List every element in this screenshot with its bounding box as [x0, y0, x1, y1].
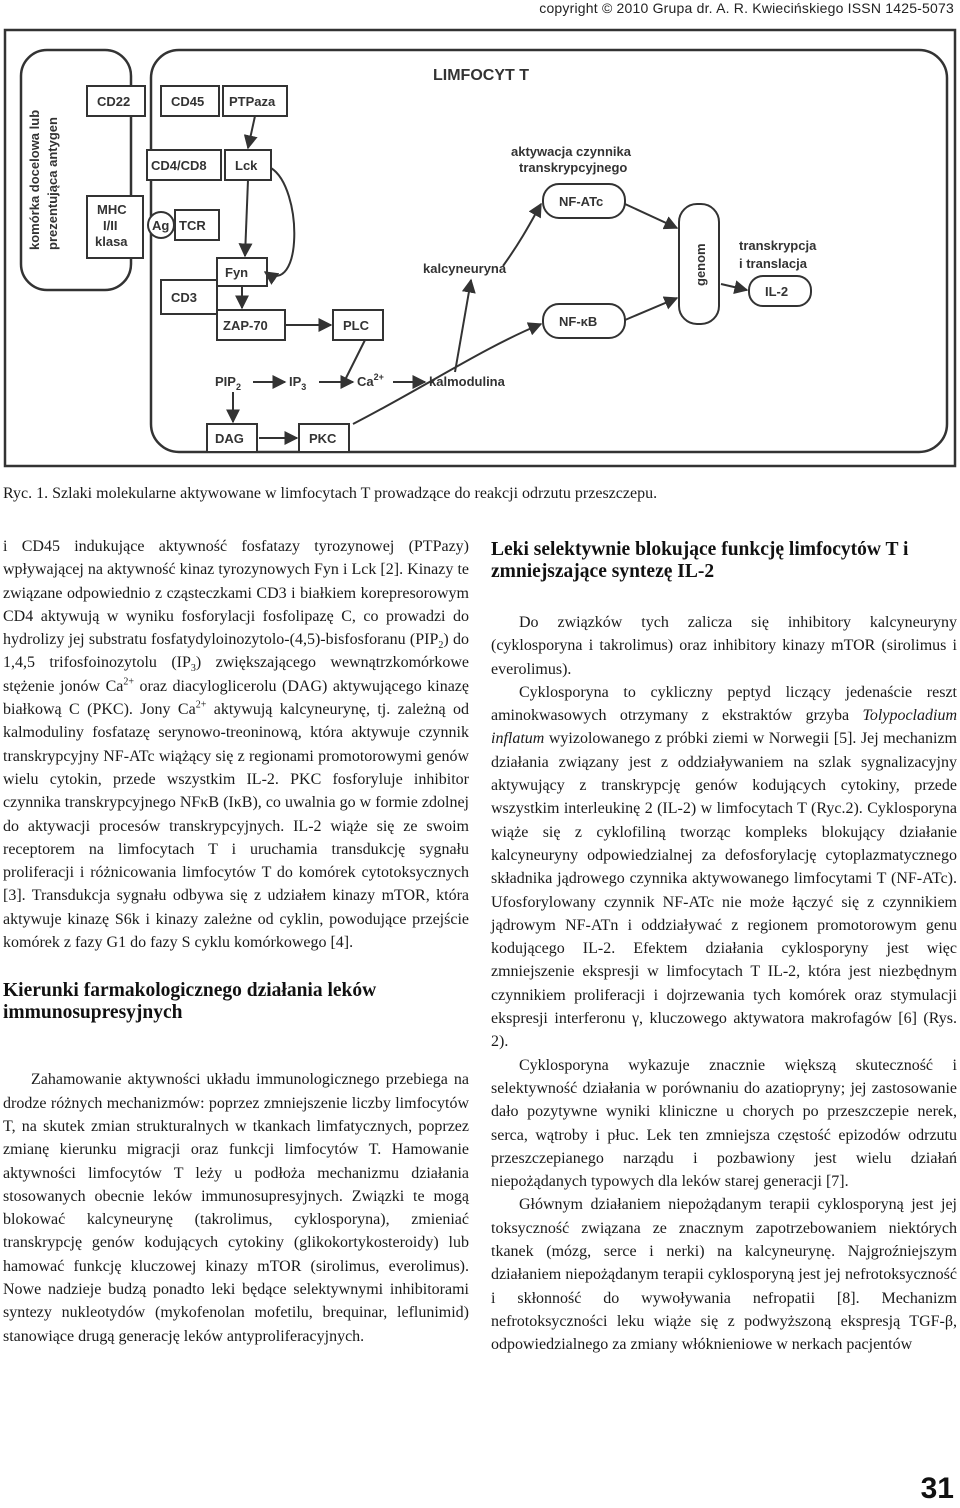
- right-paragraph-1: Do związków tych zalicza się inhibitory kalcyneuryny (cyklosporyna i takrolimus) oraz inhibitory kinazy mTOR (sirolimus i everolimus).: [491, 614, 957, 678]
- mhc-label-2: I/II: [103, 218, 118, 233]
- plc-label: PLC: [343, 318, 369, 333]
- tcr-label: TCR: [179, 218, 206, 233]
- pkc-label: PKC: [309, 431, 337, 446]
- right-section-heading: Leki selektywnie blokujące funkcję limfocytów T i zmniejszające syntezę IL-2: [491, 539, 909, 582]
- page-number: 31: [920, 1472, 954, 1505]
- left-column: [3, 535, 469, 1348]
- left-section-heading: Kierunki farmakologicznego działania leków immunosupresyjnych: [3, 980, 377, 1024]
- nfkb-label: NF-κB: [559, 314, 598, 329]
- kalcyneuryna-label: kalcyneuryna: [423, 261, 507, 276]
- dag-label: DAG: [215, 431, 244, 446]
- transkrypcja-label-2: i translacja: [739, 256, 807, 271]
- mhc-label-1: MHC: [97, 202, 127, 217]
- ag-label: Ag: [152, 218, 170, 233]
- ptpaza-label: PTPaza: [229, 94, 276, 109]
- left-paragraph-2: Zahamowanie aktywności układu immunologicznego przebiega na drodze różnych mechanizmów: poprzez zmniejszenie liczby limfocytów T, na skutek zmian strukturalnych w tkankach limfatycznych, poprzez zmianę kierunku migracji oraz funkcji limfocytów T. Hamowanie aktywności limfocytów T leży u podłoża mechanizmu działania stosowanych obecnie leków immunosupresyjnych. Związki te mogą blokować kalcyneurynę (takrolimus, cyklosporyna), zmieniać transkrypcję genów kodujących cytokiny (glikokortykosteroidy) lub hamować funkcję kluczowej kinazy mTOR (sirolimus, everolimus). Nowe nadzieje budzą ponadto leki będące selektywnymi inhibitorami syntezy nukleotydów (mykofenolan mofetilu, brequinar, leflunimid) stanowiące drugą generację leków antyproliferacyjnych.: [3, 1071, 469, 1345]
- cd4cd8-label: CD4/CD8: [151, 158, 207, 173]
- aktywacja-label-2: transkrypcyjnego: [519, 160, 628, 175]
- signaling-diagram: [3, 28, 957, 468]
- lck-label: Lck: [235, 158, 258, 173]
- pip2-label: $PIP_2$: [215, 374, 241, 392]
- zap70-label: ZAP-70: [223, 318, 268, 333]
- cd22-label: CD22: [97, 94, 131, 109]
- left-paragraph-1: i CD45 indukujące aktywność fosfatazy tyrozynowej (PTPazy) wpływającej na aktywność kinaz tyrozynowych Fyn i Lck [2]. Kinazy te związane odpowiednio z cząsteczkami CD3 i białkiem korepresorowym CD4 aktywują w wyniku fosforylacji fosfolipazę C, co prowadzi do hydrolizy jej substratu fosfatydyloinozytolo-(4,5)-bisfosforanu $(PIP_2)$ do 1,4,5 trifosfoinozytolu $(IP_3)$ zwiększającego wewnątrzkomórkowe stężenie jonów $Ca^{2+}$ oraz diacyloglicerolu (DAG) aktywującego kinazę białkową C (PKC). Jony $Ca^{2+}$ aktywują kalcyneurynę, tj. zależną od kalmoduliny fosfatazę serynowo-treoninową, która aktywuje czynnik transkrypcyjny NF-ATc wiążący się z regionami promotorowymi genów wielu cytokin, przede wszystkim IL-2. PKC fosforyluje inhibitor czynnika transkrypcyjnego NFκB (IκB), co uwalnia go w formie zdolnej do aktywacji procesów transkrypcyjnych. IL-2 wiąże się ze swoim receptorem na limfocytach T i uruchamia transdukcję sygnału proliferacji i różnicowania limfocytów T do komórek cytotoksycznych [3]. Transdukcja sygnału odbywa się z udziałem kinazy mTOR, która aktywuje kinazę S6k i kinazy zależne od cyklin, powodujące przejście komórek z fazy G1 do fazy S cyklu komórkowego [4].: [3, 538, 470, 952]
- kalmodulina-label: kalmodulina: [429, 374, 505, 389]
- figure-caption: Ryc. 1. Szlaki molekularne aktywowane w limfocytach T prowadzące do reakcji odrzutu przeszczepu.: [3, 485, 658, 502]
- nfatc-label: NF-ATc: [559, 194, 604, 209]
- il2-label: IL-2: [765, 284, 789, 299]
- right-paragraph-3: Cyklosporyna wykazuje znacznie większą skuteczność i selektywność działania w porównaniu do azatiopryny; jej zastosowanie dało pozytywne wyniki kliniczne u chorych po przeszczepie nerek, serca, wątroby i płuc. Lek ten zmniejsza częstość epizodów odrzutu przeszczepianego narządu i pozbawiony jest wielu działań niepożądanych typowych dla leków starej generacji [7].: [491, 1056, 957, 1191]
- apc-label-2: prezentująca antygen: [45, 117, 60, 250]
- right-paragraph-2: Cyklosporyna to cykliczny peptyd liczący jedenaście reszt aminokwasowych otrzymany z ekstraktów grzyba Tolypocladium inflatum wyizolowanego z próbki ziemi w Norwegii [5]. Jej mechanizm działania związany jest z oddziaływaniem na szlak sygnalizacyjny aktywujący z transkrypcję genów kodujących cytokiny, przede wszystkim interleukinę 2 (IL-2) w limfocytach T (Ryc.2). Cyklosporyna wiąże się z cyklofiliną tworząc kompleks blokujący działanie kalcyneuryny odpowiedzialnej za defosforylację cytoplazmatycznego składnika jądrowego czynnika aktywowanego limfocytami T (NF-ATc). Ufosforylowany czynnik NF-ATc nie może łączyć się z czynnikiem jądrowym NF-ATn i oddziaływać z regionem promotorowym genu kodującego IL-2. Efektem działania cyklosporyny jest więc zmniejszenie ekspresji w limfocytach T IL-2, która jest niezbędnym czynnikiem proliferacji i dojrzewania tych komórek oraz stymulacji ekspresji interferonu γ, kluczowego aktywatora makrofagów [6] (Rys. 2).: [491, 683, 957, 1051]
- transkrypcja-label-1: transkrypcja: [739, 238, 817, 253]
- aktywacja-label-1: aktywacja czynnika: [511, 144, 631, 159]
- cd45-label: CD45: [171, 94, 205, 109]
- copyright-header: copyright © 2010 Grupa dr. A. R. Kwiecińskiego ISSN 1425-5073: [539, 0, 954, 16]
- cd3-label: CD3: [171, 290, 198, 305]
- right-paragraph-4: Głównym działaniem niepożądanym terapii cyklosporyną jest jej toksyczność związana ze znacznym zapotrzebowaniem niektórych tkanek (mózg, serce i nerki) na kalcyneurynę. Najgroźniejszym działaniem niepożądanym terapii cyklosporyną jest jej nefrotoksyczność i skłonność do wywoływania nefropatii [8]. Mechanizm nefrotoksyczności leku wiąże się z podwyższoną ekspresją TGF-β, odpowiedzialnego za zmiany włóknieniowe w nerkach pacjentów: [491, 1196, 957, 1354]
- ca-label: $Ca^{2+}$: [357, 372, 384, 389]
- figure-title: LIMFOCYT T: [433, 67, 529, 84]
- right-column: [491, 535, 957, 1357]
- apc-label-1: komórka docelowa lub: [27, 109, 42, 250]
- ip3-label: $IP_3$: [289, 374, 307, 392]
- fyn-label: Fyn: [225, 265, 249, 280]
- mhc-label-3: klasa: [95, 234, 128, 249]
- genom-label: genom: [693, 243, 708, 286]
